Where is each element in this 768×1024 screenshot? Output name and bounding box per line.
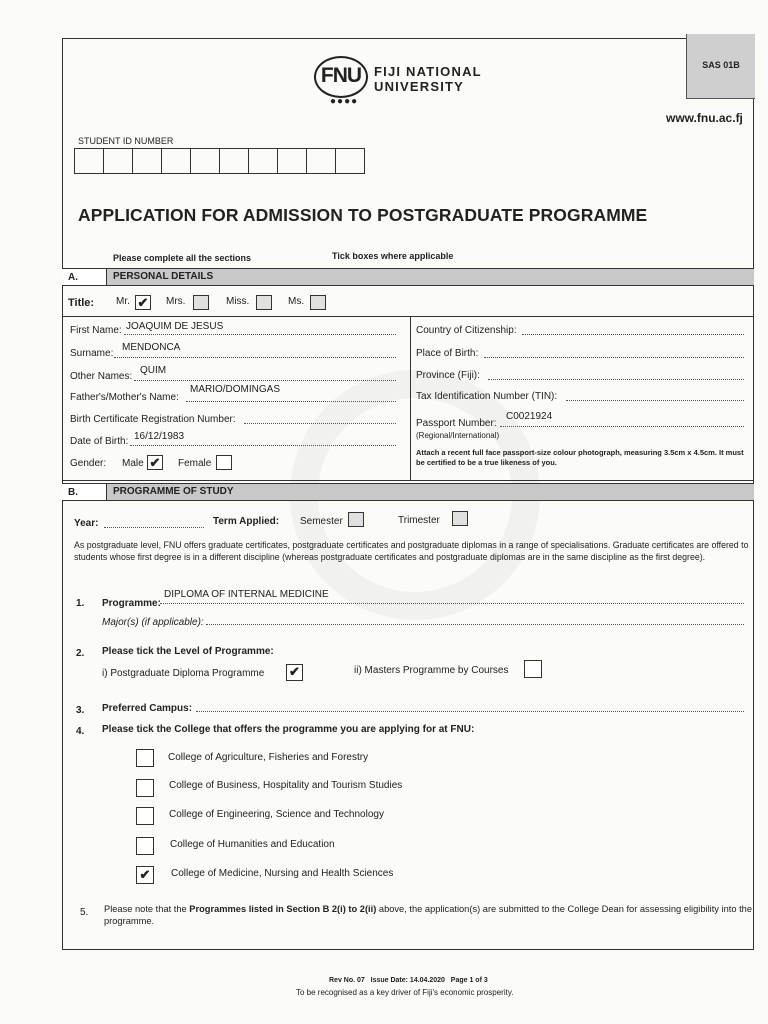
other-names-label: Other Names: <box>70 371 133 382</box>
title-mrs-checkbox[interactable] <box>193 295 209 310</box>
college-label: Please tick the College that offers the programme you are applying for at FNU: <box>102 724 475 735</box>
programme-label: Programme: <box>102 598 161 609</box>
country-line[interactable] <box>522 334 744 335</box>
level-pg-diploma-checkbox[interactable]: ✔ <box>286 664 303 681</box>
student-id-cell[interactable] <box>277 148 307 174</box>
dob-line <box>130 445 396 446</box>
title-ms-label: Ms. <box>288 296 305 307</box>
title-ms-checkbox[interactable] <box>310 295 326 310</box>
section-b-letter: B. <box>68 487 78 498</box>
student-id-cell[interactable] <box>248 148 278 174</box>
major-line[interactable] <box>206 624 744 625</box>
parents-label: Father's/Mother's Name: <box>70 392 179 403</box>
parents-line <box>186 401 396 402</box>
gender-male-checkbox[interactable]: ✔ <box>147 455 163 470</box>
title-mrs-label: Mrs. <box>166 296 186 307</box>
place-birth-line[interactable] <box>484 357 744 358</box>
instruction-tick: Tick boxes where applicable <box>332 251 454 261</box>
year-label: Year: <box>74 518 99 529</box>
college-engineering-label: College of Engineering, Science and Technology <box>169 809 384 820</box>
term-label: Term Applied: <box>213 516 280 527</box>
gender-female-checkbox[interactable] <box>216 455 232 470</box>
level-masters-checkbox[interactable] <box>524 660 542 678</box>
divider <box>62 480 754 481</box>
other-names-value[interactable]: QUIM <box>140 365 167 376</box>
year-line[interactable] <box>104 527 204 528</box>
instruction-complete: Please complete all the sections <box>113 253 252 263</box>
college-humanities-label: College of Humanities and Education <box>170 839 335 850</box>
programme-line <box>160 603 744 604</box>
student-id-grid[interactable] <box>74 148 364 174</box>
trimester-checkbox[interactable] <box>452 511 468 526</box>
tin-label: Tax Identification Number (TIN): <box>416 391 558 402</box>
fnu-logo: FNU <box>314 56 368 98</box>
province-line[interactable] <box>488 379 744 380</box>
website-url: www.fnu.ac.fj <box>666 111 743 125</box>
campus-label: Preferred Campus: <box>102 703 193 714</box>
form-code-box: SAS 01B <box>686 34 755 99</box>
country-label: Country of Citizenship: <box>416 325 517 336</box>
level-pg-diploma-label: i) Postgraduate Diploma Programme <box>102 668 265 679</box>
form-title: APPLICATION FOR ADMISSION TO POSTGRADUATE PROGRAMME <box>78 205 648 225</box>
dob-value[interactable]: 16/12/1983 <box>134 431 185 442</box>
section-a-header <box>62 268 754 286</box>
assessment-note <box>104 903 752 927</box>
student-id-cell[interactable] <box>132 148 162 174</box>
section-a-title: PERSONAL DETAILS <box>106 269 754 285</box>
q3-number: 3. <box>76 705 85 716</box>
passport-value[interactable]: C0021924 <box>506 411 553 422</box>
assessment-note-bold: Programmes listed in Section B 2(i) to 2(ii) <box>189 904 377 914</box>
logo-dots-icon: ●●●● <box>330 96 359 107</box>
postgraduate-info-paragraph: As postgraduate level, FNU offers graduate certificates, postgraduate certificates and postgraduate diplomas in a range of specialisations. Graduate certificates are offered to students whose first degree is in a different discipline (whereas postgraduate certificates and postgraduate diplomas are in the same discipline as the first degree). <box>74 540 749 562</box>
level-masters-label: ii) Masters Programme by Courses <box>354 665 509 676</box>
student-id-cell[interactable] <box>74 148 104 174</box>
passport-line <box>500 426 744 427</box>
semester-checkbox[interactable] <box>348 512 364 527</box>
college-engineering-checkbox[interactable] <box>136 807 154 825</box>
passport-note: (Regional/International) <box>416 431 500 440</box>
college-humanities-checkbox[interactable] <box>136 837 154 855</box>
college-agriculture-checkbox[interactable] <box>136 749 154 767</box>
place-birth-label: Place of Birth: <box>416 348 479 359</box>
surname-line <box>114 357 396 358</box>
title-label: Title: <box>68 297 95 309</box>
first-name-line <box>124 334 396 335</box>
university-slogan: To be recognised as a key driver of Fiji's economic prosperity. <box>296 988 514 997</box>
college-business-checkbox[interactable] <box>136 779 154 797</box>
passport-label: Passport Number: <box>416 418 497 429</box>
q5-number: 5. <box>80 907 89 918</box>
college-business-label: College of Business, Hospitality and Tourism Studies <box>169 780 403 791</box>
section-b-title: PROGRAMME OF STUDY <box>106 484 754 500</box>
photo-note: Attach a recent full face passport-size colour photograph, measuring 3.5cm x 4.5cm. It must be certified to be a true likeness of you. <box>416 448 744 467</box>
college-medicine-checkbox[interactable]: ✔ <box>136 866 154 884</box>
gender-label: Gender: <box>70 458 107 469</box>
title-miss-checkbox[interactable] <box>256 295 272 310</box>
tin-line[interactable] <box>566 400 744 401</box>
column-divider <box>410 316 411 480</box>
surname-label: Surname: <box>70 348 114 359</box>
level-label: Please tick the Level of Programme: <box>102 646 274 657</box>
section-b-header <box>62 483 754 501</box>
dob-label: Date of Birth: <box>70 436 129 447</box>
title-mr-label: Mr. <box>116 296 130 307</box>
section-a-letter: A. <box>68 272 78 283</box>
province-label: Province (Fiji): <box>416 370 480 381</box>
surname-value[interactable]: MENDONCA <box>122 342 181 353</box>
title-mr-checkbox[interactable]: ✔ <box>135 295 151 310</box>
student-id-label: STUDENT ID NUMBER <box>78 136 174 146</box>
q4-number: 4. <box>76 726 85 737</box>
birth-cert-line[interactable] <box>244 423 396 424</box>
q1-number: 1. <box>76 598 85 609</box>
university-name <box>374 64 482 94</box>
programme-value[interactable]: DIPLOMA OF INTERNAL MEDICINE <box>164 589 329 600</box>
major-label: Major(s) (if applicable): <box>102 617 204 628</box>
first-name-label: First Name: <box>70 325 122 336</box>
college-agriculture-label: College of Agriculture, Fisheries and Forestry <box>168 752 369 763</box>
student-id-cell[interactable] <box>103 148 133 174</box>
student-id-cell[interactable] <box>190 148 220 174</box>
other-names-line <box>134 380 396 381</box>
university-name-line1: FIJI NATIONAL <box>374 64 482 79</box>
college-medicine-label: College of Medicine, Nursing and Health Sciences <box>171 868 394 879</box>
assessment-note-part1: Please note that the <box>104 904 190 914</box>
gender-male-label: Male <box>122 458 144 469</box>
student-id-cell[interactable] <box>306 148 336 174</box>
student-id-cell[interactable] <box>335 148 365 174</box>
divider <box>62 316 754 317</box>
gender-female-label: Female <box>178 458 212 469</box>
assessment-note-part2: above, the application(s) are submitted to the College Dean for assessing eligibility into the programme. <box>104 904 753 926</box>
campus-line[interactable] <box>196 711 744 712</box>
first-name-value[interactable]: JOAQUIM DE JESUS <box>126 321 224 332</box>
student-id-cell[interactable] <box>161 148 191 174</box>
university-name-line2: UNIVERSITY <box>374 79 465 94</box>
birth-cert-label: Birth Certificate Registration Number: <box>70 414 236 425</box>
trimester-label: Trimester <box>398 515 440 526</box>
student-id-cell[interactable] <box>219 148 249 174</box>
revision-info: Rev No. 07 Issue Date: 14.04.2020 Page 1 of 3 <box>329 977 488 984</box>
semester-label: Semester <box>300 516 343 527</box>
title-miss-label: Miss. <box>226 296 250 307</box>
parents-value[interactable]: MARIO/DOMINGAS <box>190 384 281 395</box>
q2-number: 2. <box>76 648 85 659</box>
